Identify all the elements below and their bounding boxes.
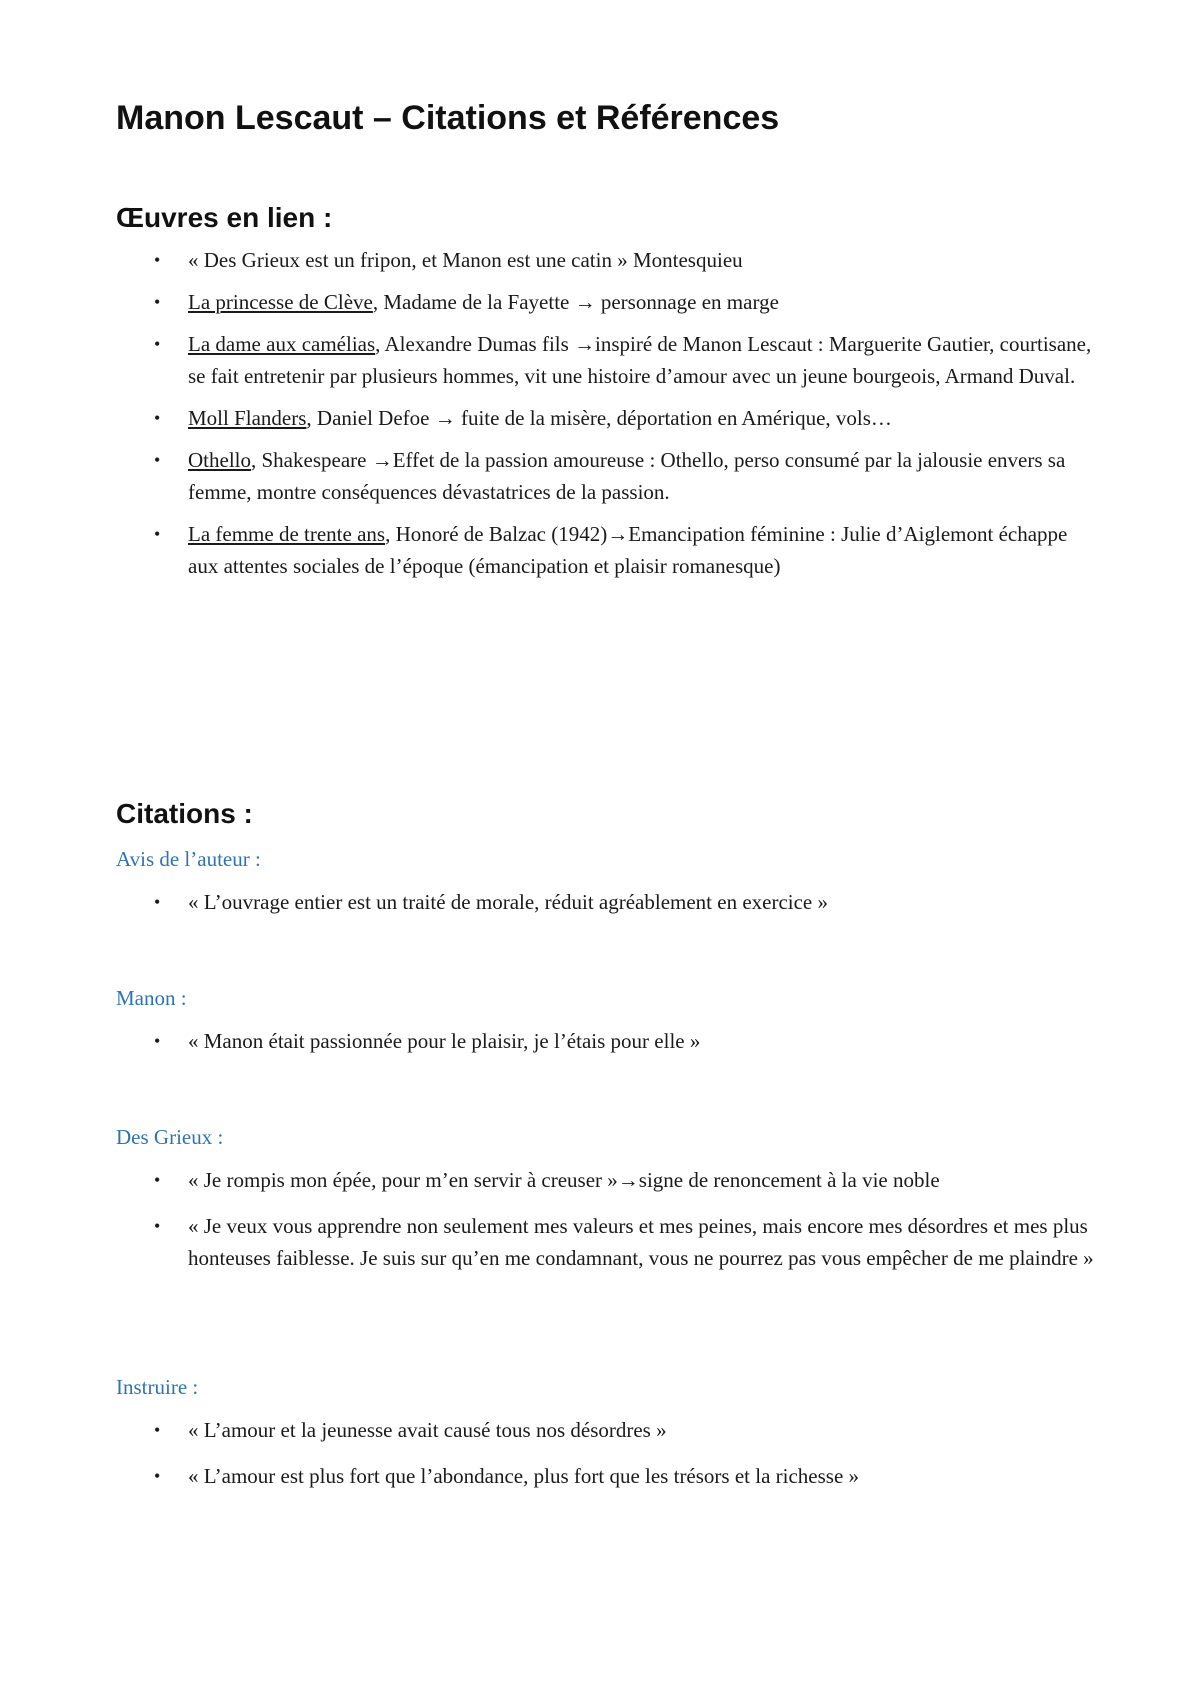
section-heading-citations: Citations :	[116, 798, 253, 829]
subheading-des-grieux: Des Grieux :	[116, 1125, 224, 1149]
bullet-icon: •	[154, 1170, 161, 1190]
quote-list	[116, 1025, 1096, 1057]
bullet-icon: •	[154, 408, 161, 428]
bullet-icon: •	[154, 334, 161, 354]
bullet-icon: •	[154, 292, 161, 312]
list-item-text: , Alexandre Dumas fils →inspiré de Manon Lescaut : Marguerite Gautier, courtisane, se fait entretenir par plusieurs hommes, vit une histoire d’amour avec un jeune bourgeois, Armand Duval.	[188, 332, 1092, 388]
quote-text: « Manon était passionnée pour le plaisir, je l’étais pour elle »	[188, 1029, 701, 1053]
subheading-instruire: Instruire :	[116, 1375, 199, 1399]
bullet-icon: •	[154, 1216, 161, 1236]
citation-group-des-grieux	[116, 1122, 1096, 1274]
list-item	[116, 328, 1096, 392]
bullet-icon: •	[154, 1466, 161, 1486]
bullet-icon: •	[154, 1420, 161, 1440]
work-title: Moll Flanders	[188, 406, 307, 430]
quote-item	[116, 1460, 1096, 1492]
list-item-text: , Honoré de Balzac (1942)→Emancipation féminine : Julie d’Aiglemont échappe aux attentes sociales de l’époque (émancipation et plaisir romanesque)	[188, 522, 1068, 578]
list-item	[116, 444, 1096, 508]
list-item-text: , Shakespeare →Effet de la passion amoureuse : Othello, perso consumé par la jalousie envers sa femme, montre conséquences dévastatrices de la passion.	[188, 448, 1066, 504]
citation-group-auteur	[116, 844, 1096, 918]
oeuvres-list	[116, 244, 1096, 582]
citation-group-instruire	[116, 1372, 1096, 1492]
quote-text: « Je rompis mon épée, pour m’en servir à creuser »→signe de renoncement à la vie noble	[188, 1168, 940, 1192]
quote-item	[116, 1025, 1096, 1057]
subheading-manon: Manon :	[116, 986, 187, 1010]
quote-text: « L’ouvrage entier est un traité de morale, réduit agréablement en exercice »	[188, 890, 829, 914]
quote-item	[116, 886, 1096, 918]
quote-item	[116, 1164, 1096, 1196]
list-item-text: , Daniel Defoe → fuite de la misère, déportation en Amérique, vols…	[306, 406, 892, 430]
list-item-text: , Madame de la Fayette → personnage en marge	[372, 290, 779, 314]
subheading-avis-auteur: Avis de l’auteur :	[116, 847, 261, 871]
list-item	[116, 244, 1096, 276]
bullet-icon: •	[154, 1031, 161, 1051]
bullet-icon: •	[154, 524, 161, 544]
quote-list	[116, 1414, 1096, 1492]
list-item	[116, 518, 1096, 582]
section-oeuvres	[116, 200, 1096, 582]
quote-item	[116, 1414, 1096, 1446]
bullet-icon: •	[154, 250, 161, 270]
list-item-text: « Des Grieux est un fripon, et Manon est une catin » Montesquieu	[188, 248, 743, 272]
quote-text: « L’amour et la jeunesse avait causé tous nos désordres »	[188, 1418, 667, 1442]
work-title: Othello	[188, 448, 251, 472]
quote-item	[116, 1210, 1096, 1274]
quote-text: « Je veux vous apprendre non seulement mes valeurs et mes peines, mais encore mes désordres et mes plus honteuses faiblesse. Je suis sur qu’en me condamnant, vous ne pourrez pas vous empêcher de me plaindre »	[188, 1214, 1094, 1270]
list-item	[116, 402, 1096, 434]
work-title: La princesse de Clève	[188, 290, 373, 314]
bullet-icon: •	[154, 450, 161, 470]
bullet-icon: •	[154, 892, 161, 912]
work-title: La dame aux camélias	[188, 332, 376, 356]
quote-text: « L’amour est plus fort que l’abondance, plus fort que les trésors et la richesse »	[188, 1464, 860, 1488]
quote-list	[116, 1164, 1096, 1274]
quote-list	[116, 886, 1096, 918]
citation-group-manon	[116, 983, 1096, 1057]
work-title: La femme de trente ans	[188, 522, 386, 546]
list-item	[116, 286, 1096, 318]
section-heading-oeuvres: Œuvres en lien :	[116, 202, 333, 233]
section-citations	[116, 796, 1096, 832]
document-title: Manon Lescaut – Citations et Références	[116, 99, 780, 137]
